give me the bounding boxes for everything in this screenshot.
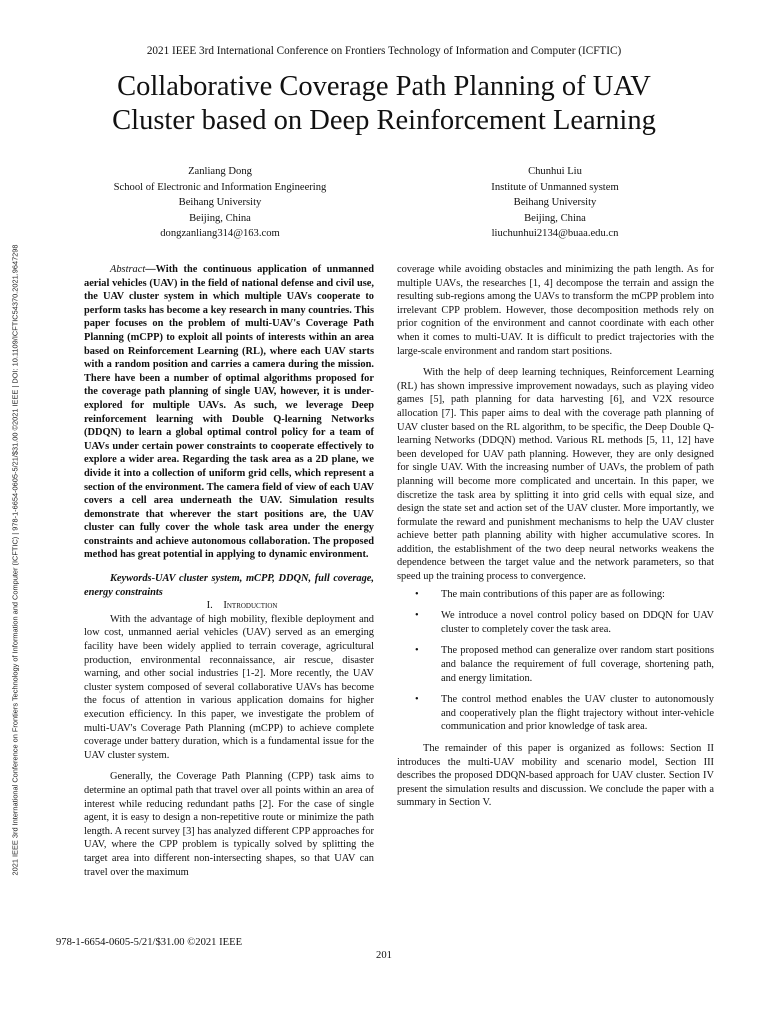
author-block-1 [60, 164, 380, 242]
right-column [397, 263, 714, 810]
title-line-1: Collaborative Coverage Path Planning of UAV [117, 71, 651, 102]
section-title: Introduction [223, 600, 278, 612]
author-block-2 [400, 164, 710, 242]
title-line-2: Cluster based on Deep Reinforcement Learning [112, 105, 656, 136]
section-heading-introduction [84, 599, 374, 613]
author-university: Beihang University [178, 197, 262, 208]
author-department: School of Electronic and Information Engineering [113, 181, 327, 193]
abstract [84, 263, 374, 562]
author-city: Beijing, China [524, 212, 586, 224]
list-item: • The proposed method can generalize over random start positions and balance the requirement of full coverage, shortening path, and energy limitation. [397, 644, 714, 685]
abstract-label: Abstract [110, 264, 146, 275]
side-doi-banner [8, 140, 22, 980]
list-item: • We introduce a novel control policy based on DDQN for UAV cluster to completely cover the task area. [397, 609, 714, 636]
author-city: Beijing, China [189, 212, 251, 224]
keywords: Keywords-UAV cluster system, mCPP, DDQN, full coverage, energy constraints [84, 573, 374, 598]
copyright-footer: 978-1-6654-0605-5/21/$31.00 ©2021 IEEE [56, 937, 243, 948]
author-email: liuchunhui2134@buaa.edu.cn [491, 228, 619, 239]
author-email: dongzanliang314@163.com [160, 228, 280, 239]
author-university: Beihang University [513, 197, 597, 208]
paragraph: With the help of deep learning techniques, Reinforcement Learning (RL) has shown impressive improvement nowadays, such as playing video games [5], path planning for data harvesting [6], and V2X resource allocation [7]. This paper aims to deal with the coverage path planning of UAV cluster based on the RL algorithm, to be specific, the Deep Double Q-learning Networks (DDQN) method. Various RL methods [5, 11, 12] have been developed for UAV path planning. However, they are only designed for single UAV. With the increasing number of UAVs, the problem of path planning will become more complicated and uncertain. In this paper, we discretize the task area by splitting it into grid cells with equal size, and design the state set and action set of the UAV cluster. More importantly, we formulate the reward and punishment mechanisms to help the UAV cluster achieve better path planning ability with higher accumulative scores. In addition, the establishment of the two deep neural networks weakens the dependence between the target value and the network parameters, so that speed up the training process to convergence. [397, 367, 714, 583]
author-name: Zanliang Dong [188, 166, 252, 177]
paragraph: With the advantage of high mobility, flexible deployment and low cost, unmanned aerial vehicles (UAV) served as an emerging facility have been widely applied to terrain coverage, agricultural production, environmental reconnaissance, air rescue, disaster warning, and other social industries [1-2]. More recently, the UAV cluster system composed of several collaborative UAVs has become the focus of attention in various application domains for higher execution efficiency. In this paper, we investigate the problem of multi-UAV's Coverage Path Planning (mCPP) to achieve complete coverage under battery duration, which is a fundamental issue for the UAV cluster system. [84, 613, 374, 761]
abstract-text: —With the continuous application of unmanned aerial vehicles (UAV) in the field of national defense and civil use, the UAV cluster system in which multiple UAVs cooperate to perform tasks has become a key research in many countries. This paper focuses on the problem of multi-UAV's Coverage Path Planning (mCPP) to exploit all points of interests within an area based on Reinforcement Learning (RL), where each UAV starts with a random position and carries a camera during the mission. There have been a number of optimal algorithms proposed for the coverage path planning of single UAV, however, it is under-explored for multiple UAVs. As such, we leverage Deep reinforcement learning with Double Q-learning Networks (DDQN) to learn a global optimal control policy for a team of UAVs under certain power constraints to cooperate effectively to explore a wider area. Regarding the task area as a 2D plane, we divide it into a collection of uniform grid cells, which represent a section of the environment. The camera field of view of each UAV covers a cell area underneath the UAV. Simulation results demonstrate that wherever the start positions are, the UAV cluster can fully cover the whole task area under the energy constraints and achieve autonomous collaboration. The proposed method has great potential in applying to dynamic environment. [84, 264, 374, 561]
paragraph: Generally, the Coverage Path Planning (CPP) task aims to determine an optimal path that travel over all points within an area of interest while reducing redundant paths [2]. For the case of single agent, it is easy to design a non-repetitive route or minimize the path length. A recent survey [3] has analyzed different CPP approaches for UAV, where the CPP problem is typically solved by splitting the target area into different non-intersecting shapes, so that UAV can travel over the maximum [84, 771, 374, 878]
left-column [84, 263, 374, 879]
conference-header: 2021 IEEE 3rd International Conference on Frontiers Technology of Information and Computer (ICFTIC) [146, 45, 622, 57]
paragraph: coverage while avoiding obstacles and minimizing the path length. As for multiple UAVs, the researches [1, 4] decompose the terrain and assign the resulting sub-regions among the UAVs to transform the mCPP problem into irrelevant CPP problem. However, those decomposition methods rely on prior cognition of the environment and cannot coordinate with each other when it comes to multi-UAV. It is difficult to predict trajectories with the large-scale environment and random start positions. [397, 264, 714, 357]
paragraph: The remainder of this paper is organized as follows: Section II introduces the multi-UAV mobility and scenario model, Section III describes the proposed DDQN-based approach for UAV cluster. Section IV present the simulation results and discussion. We conclude the paper with a summary in Section V. [397, 743, 714, 809]
author-department: Institute of Unmanned system [491, 181, 619, 193]
list-item: • The main contributions of this paper are as following: [397, 588, 714, 602]
section-number: I. [206, 600, 213, 612]
side-doi-text: 2021 IEEE 3rd International Conference on Frontiers Technology of Information and Computer (ICFTIC) | 978-1-6654-0605-5/21/$31.00 ©2021 IEEE | DOI: 10.1109/ICFTIC54370.2021.9647298 [10, 244, 20, 876]
contributions-list [397, 588, 714, 734]
author-name: Chunhui Liu [528, 166, 582, 177]
list-item: • The control method enables the UAV cluster to autonomously and cooperatively plan the flight trajectory without inter-vehicle communication and prior knowledge of task area. [397, 693, 714, 734]
paper-title [40, 70, 728, 138]
page-number: 201 [376, 950, 392, 961]
